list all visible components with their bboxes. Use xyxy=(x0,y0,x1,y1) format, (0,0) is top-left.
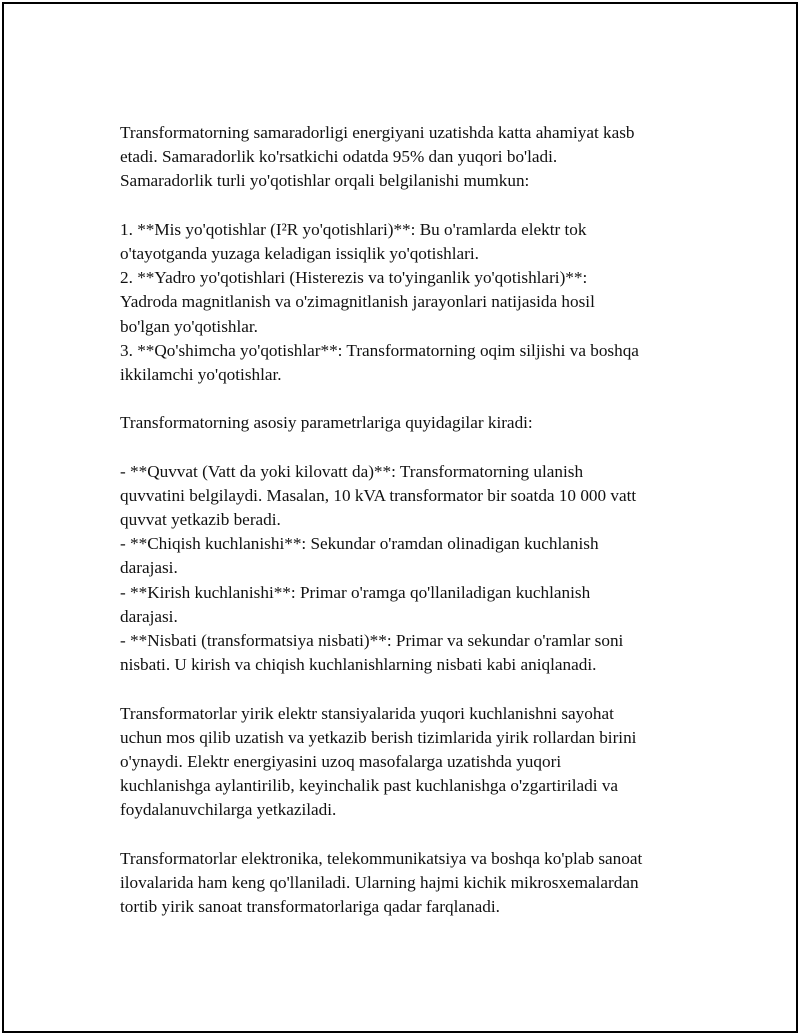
list-item xyxy=(120,532,680,580)
paragraph-parameters-intro xyxy=(120,411,680,435)
list-item xyxy=(120,339,680,387)
text-line: uchun mos qilib uzatish va yetkazib berish tizimlarida yirik rollardan birini xyxy=(120,727,637,747)
list-item xyxy=(120,629,680,677)
paragraph-gap xyxy=(120,387,680,411)
list-item xyxy=(120,266,680,339)
paragraph-applications xyxy=(120,847,680,920)
text-line: - **Chiqish kuchlanishi**: Sekundar o'ramdan olinadigan kuchlanish xyxy=(120,534,599,554)
text-line: kuchlanishga aylantirilib, keyinchalik past kuchlanishga o'zgartiriladi va xyxy=(120,776,619,796)
paragraph-gap xyxy=(120,677,680,701)
text-line: 2. **Yadro yo'qotishlari (Histerezis va to'yinganlik yo'qotishlari)**: xyxy=(120,268,588,288)
text-line: quvvat yetkazib beradi. xyxy=(120,510,281,529)
losses-list xyxy=(120,218,680,387)
text-line: 1. **Mis yo'qotishlar (I²R yo'qotishlari)**: Bu o'ramlarda elektr tok xyxy=(120,219,587,239)
text-line: etadi. Samaradorlik ko'rsatkichi odatda 95% dan yuqori bo'ladi. xyxy=(120,147,558,167)
text-line: ikkilamchi yo'qotishlar. xyxy=(120,364,282,384)
text-line: darajasi. xyxy=(120,606,178,626)
text-line: darajasi. xyxy=(120,558,178,578)
document-body xyxy=(120,121,680,919)
text-line: Transformatorning samaradorligi energiyani uzatishda katta ahamiyat kasb xyxy=(120,123,635,142)
paragraph-gap xyxy=(120,435,680,459)
paragraph-power-stations xyxy=(120,702,680,823)
text-line: quvvatini belgilaydi. Masalan, 10 kVA transformator bir soatda 10 000 vatt xyxy=(120,485,637,505)
text-line: Transformatorlar elektronika, telekommunikatsiya va boshqa ko'plab sanoat xyxy=(120,848,643,868)
text-line: 3. **Qo'shimcha yo'qotishlar**: Transformatorning oqim siljishi va boshqa xyxy=(120,340,639,360)
list-item xyxy=(120,460,680,533)
text-line: nisbati. U kirish va chiqish kuchlanishlarning nisbati kabi aniqlanadi. xyxy=(120,655,597,675)
text-line: - **Kirish kuchlanishi**: Primar o'ramga qo'llaniladigan kuchlanish xyxy=(120,582,591,602)
text-line: Transformatorlar yirik elektr stansiyalarida yuqori kuchlanishni sayohat xyxy=(120,703,614,723)
text-line: tortib yirik sanoat transformatorlariga qadar farqlanadi. xyxy=(120,897,500,916)
text-line: ilovalarida ham keng qo'llaniladi. Ularning hajmi kichik mikrosxemalardan xyxy=(120,872,639,892)
document-page xyxy=(2,2,798,1033)
text-line: bo'lgan yo'qotishlar. xyxy=(120,316,258,336)
paragraph-efficiency xyxy=(120,121,680,194)
text-line: o'tayotganda yuzaga keladigan issiqlik yo'qotishlari. xyxy=(120,243,479,263)
text-line: Yadroda magnitlanish va o'zimagnitlanish jarayonlari natijasida hosil xyxy=(120,292,595,312)
text-line: foydalanuvchilarga yetkaziladi. xyxy=(120,800,337,820)
text-line: - **Nisbati (transformatsiya nisbati)**: Primar va sekundar o'ramlar soni xyxy=(120,630,624,650)
list-item xyxy=(120,581,680,629)
parameters-list xyxy=(120,460,680,678)
text-line: Samaradorlik turli yo'qotishlar orqali belgilanishi mumkun: xyxy=(120,171,530,191)
paragraph-gap xyxy=(120,194,680,218)
paragraph-gap xyxy=(120,822,680,846)
text-line: o'ynaydi. Elektr energiyasini uzoq masofalarga uzatishda yuqori xyxy=(120,751,562,771)
text-line: Transformatorning asosiy parametrlariga quyidagilar kiradi: xyxy=(120,413,533,433)
list-item xyxy=(120,218,680,266)
text-line: - **Quvvat (Vatt da yoki kilovatt da)**: Transformatorning ulanish xyxy=(120,461,584,481)
